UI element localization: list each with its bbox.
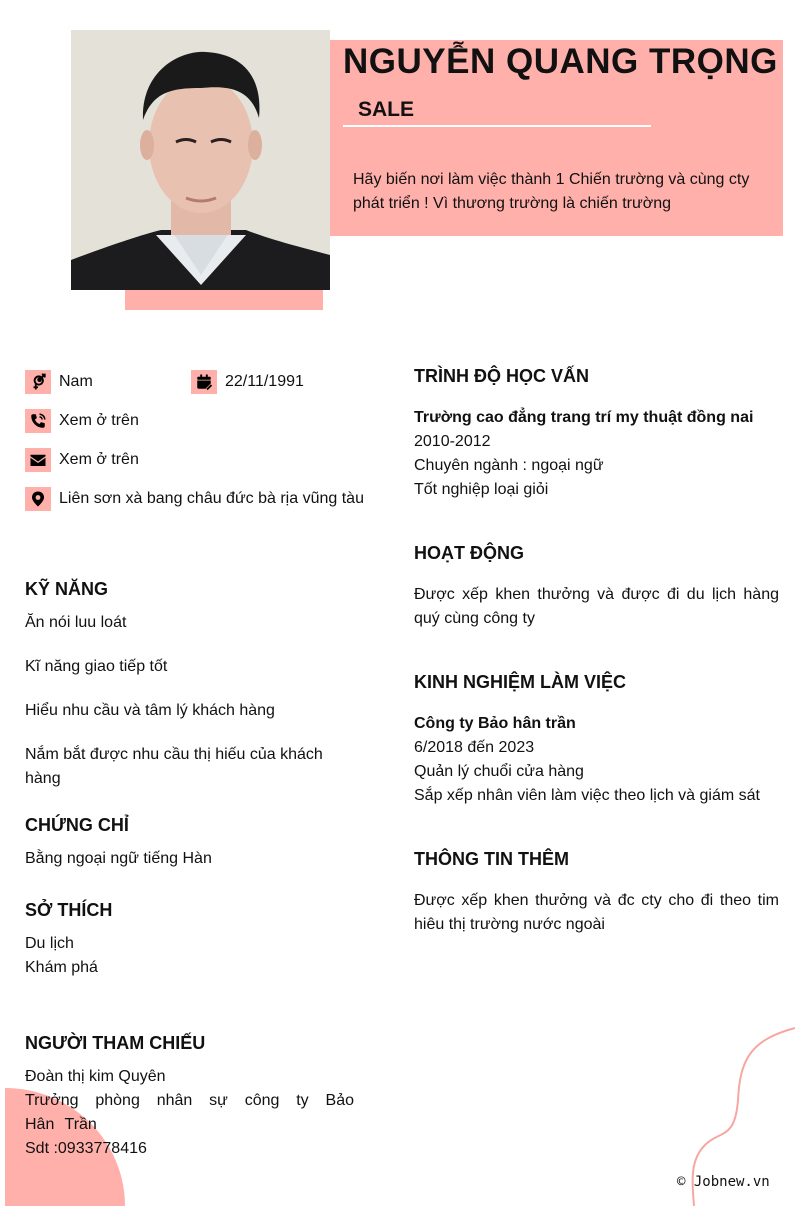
activities-section bbox=[414, 541, 779, 631]
position-underline bbox=[343, 125, 651, 127]
gender-icon bbox=[25, 370, 51, 394]
skill-item: Hiểu nhu cầu và tâm lý khách hàng bbox=[25, 702, 275, 719]
phone-icon bbox=[25, 409, 51, 433]
contact-address bbox=[25, 487, 365, 511]
education-period: 2010-2012 bbox=[414, 433, 491, 450]
references-section bbox=[25, 1031, 354, 1161]
certificates-section bbox=[25, 813, 355, 871]
phone-value: Xem ở trên bbox=[59, 412, 139, 429]
birthday-value: 22/11/1991 bbox=[225, 373, 304, 390]
additional-info-text: Được xếp khen thưởng và đc cty cho đi theo tim hiêu thị trường nước ngoài bbox=[414, 892, 779, 933]
activities-title: HOẠT ĐỘNG bbox=[414, 543, 524, 563]
calendar-icon bbox=[191, 370, 217, 394]
skills-section bbox=[25, 577, 355, 791]
reference-role: Trưởng phòng nhân sự công ty Bảo Hân Trần bbox=[25, 1092, 354, 1133]
certificates-title: CHỨNG CHỈ bbox=[25, 815, 129, 835]
skill-item: Kĩ năng giao tiếp tốt bbox=[25, 658, 168, 675]
hobbies-section bbox=[25, 898, 355, 980]
references-title: NGƯỜI THAM CHIẾU bbox=[25, 1033, 206, 1053]
education-grade: Tốt nghiệp loại giỏi bbox=[414, 481, 549, 498]
education-section bbox=[414, 364, 784, 502]
address-value: Liên sơn xà bang châu đức bà rịa vũng tàu bbox=[59, 490, 364, 507]
gender-value: Nam bbox=[59, 373, 93, 390]
contact-email bbox=[25, 448, 139, 472]
certificate-item: Bằng ngoại ngữ tiếng Hàn bbox=[25, 850, 212, 867]
copyright-footer: © Jobnew.vn bbox=[677, 1174, 770, 1190]
hobby-item: Du lịch bbox=[25, 935, 74, 952]
hobbies-title: SỞ THÍCH bbox=[25, 900, 113, 920]
experience-company: Công ty Bảo hân trần bbox=[414, 715, 576, 732]
contact-gender bbox=[25, 370, 93, 394]
photo-accent-bar bbox=[125, 290, 323, 310]
experience-role: Quản lý chuổi cửa hàng bbox=[414, 763, 584, 780]
job-position: SALE bbox=[358, 98, 415, 121]
education-title: TRÌNH ĐỘ HỌC VẤN bbox=[414, 366, 589, 386]
contact-phone bbox=[25, 409, 139, 433]
email-value: Xem ở trên bbox=[59, 451, 139, 468]
candidate-name: NGUYỄN QUANG TRỌNG bbox=[343, 42, 778, 81]
location-icon bbox=[25, 487, 51, 511]
additional-info-title: THÔNG TIN THÊM bbox=[414, 849, 569, 869]
education-major: Chuyên ngành : ngoại ngữ bbox=[414, 457, 604, 474]
experience-description: Sắp xếp nhân viên làm việc theo lịch và giám sát bbox=[414, 787, 760, 804]
skill-item: Ăn nói luu loát bbox=[25, 614, 127, 631]
reference-phone: Sdt :0933778416 bbox=[25, 1140, 147, 1157]
experience-title: KINH NGHIỆM LÀM VIỆC bbox=[414, 672, 627, 692]
experience-period: 6/2018 đến 2023 bbox=[414, 739, 535, 756]
contact-birthday bbox=[191, 370, 304, 394]
skills-title: KỸ NĂNG bbox=[25, 579, 109, 599]
hobby-item: Khám phá bbox=[25, 959, 98, 976]
experience-section bbox=[414, 670, 784, 808]
activities-text: Được xếp khen thưởng và được đi du lịch hàng quý cùng công ty bbox=[414, 586, 779, 627]
email-icon bbox=[25, 448, 51, 472]
skill-item: Nắm bắt được nhu cầu thị hiếu của khách hàng bbox=[25, 746, 323, 787]
reference-name: Đoàn thị kim Quyên bbox=[25, 1068, 166, 1085]
career-objective: Hãy biến nơi làm việc thành 1 Chiến trường và cùng cty phát triển ! Vì thương trường là chiến trường bbox=[353, 171, 750, 212]
profile-photo bbox=[71, 30, 330, 290]
education-school: Trường cao đẳng trang trí my thuật đồng nai bbox=[414, 409, 754, 426]
additional-info-section bbox=[414, 847, 779, 937]
